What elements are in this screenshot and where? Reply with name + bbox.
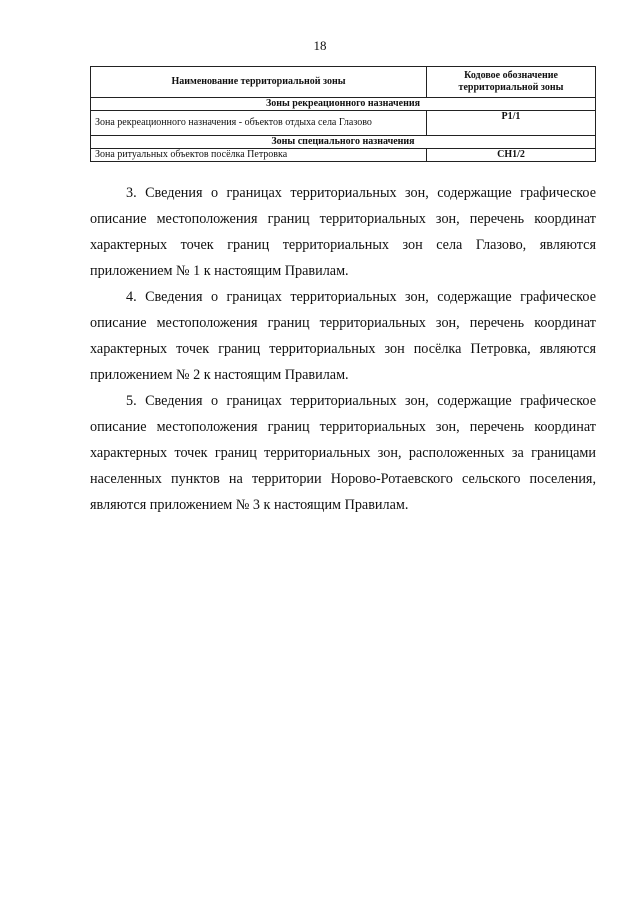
table-row (91, 111, 596, 136)
header-zone-name: Наименование территориальной зоны (91, 67, 427, 98)
page-number: 18 (313, 38, 327, 53)
paragraph-4: 4. Сведения о границах территориальных зон, содержащие графическое описание местоположения границ территориальных зон, перечень координат характерных точек границ территориальных зон посёлка Петровка, являются приложением № 2 к настоящим Правилам. (90, 289, 596, 383)
zone-code-cell: Р1/1 (427, 111, 596, 136)
table-header-row (91, 67, 596, 98)
paragraph-5: 5. Сведения о границах территориальных зон, содержащие графическое описание местоположения границ территориальных зон, перечень координат характерных точек границ территориальных зон, расположенных за границами населенных пунктов на территории Норово-Ротаевского сельского поселения, являются приложением № 3 к настоящим Правилам. (90, 393, 596, 513)
section-title-special: Зоны специального назначения (91, 136, 596, 149)
zone-code-cell: СН1/2 (427, 149, 596, 162)
section-row (91, 136, 596, 149)
body-text (90, 180, 596, 518)
header-zone-code: Кодовое обозначение территориальной зоны (427, 67, 596, 98)
zone-name-cell: Зона рекреационного назначения - объектов отдыха села Глазово (91, 111, 427, 136)
territorial-zones-table (90, 66, 596, 162)
paragraph-3: 3. Сведения о границах территориальных зон, содержащие графическое описание местоположения границ территориальных зон, перечень координат характерных точек границ территориальных зон села Глазово, являются приложением № 1 к настоящим Правилам. (90, 185, 596, 279)
zone-name-cell: Зона ритуальных объектов посёлка Петровка (91, 149, 427, 162)
table-row (91, 149, 596, 162)
section-row (91, 98, 596, 111)
section-title-recreation: Зоны рекреационного назначения (91, 98, 596, 111)
